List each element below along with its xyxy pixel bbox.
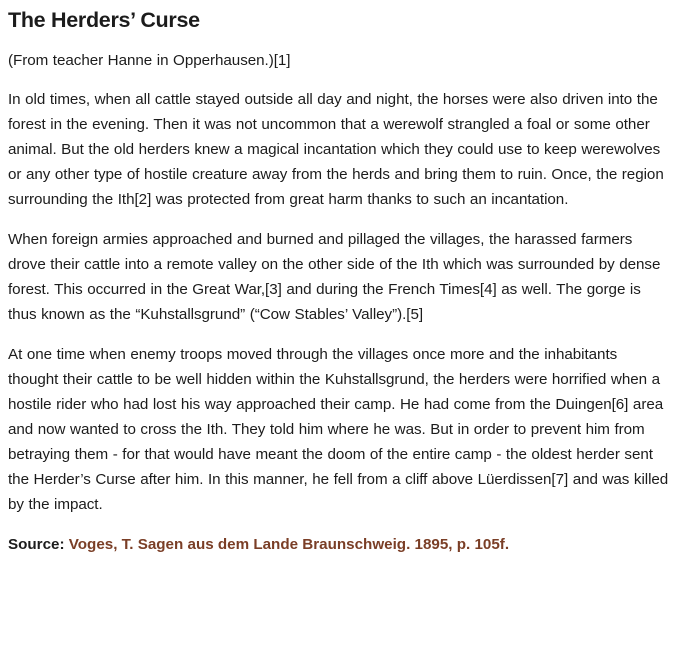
- paragraph-1: In old times, when all cattle stayed outside all day and night, the horses were also driven into the forest in the evening. Then it was not uncommon that a werewolf strangled a foal or some other animal. But the old herders knew a magical incantation which they could use to keep werewolves or any other type of hostile creature away from the herds and bring them to ruin. Once, the region surrounding the Ith[2] was protected from great harm thanks to such an incantation.: [8, 91, 664, 208]
- source-note: (From teacher Hanne in Opperhausen.)[1]: [8, 52, 291, 69]
- source-citation-link[interactable]: Voges, T. Sagen aus dem Lande Braunschweig. 1895, p. 105f.: [68, 536, 510, 553]
- source-line: [8, 532, 670, 557]
- page-title: The Herders’ Curse: [8, 8, 200, 32]
- paragraph-2: When foreign armies approached and burned and pillaged the villages, the harassed farmers drove their cattle into a remote valley on the other side of the Ith which was surrounded by dense forest. This occurred in the Great War,[3] and during the French Times[4] as well. The gorge is thus known as the “Kuhstallsgrund” (“Cow Stables’ Valley”).[5]: [8, 231, 661, 323]
- source-label: Source:: [8, 536, 65, 553]
- paragraph-3: At one time when enemy troops moved through the villages once more and the inhabitants thought their cattle to be well hidden within the Kuhstallsgrund, the herders were horrified when a hostile rider who had lost his way approached their camp. He had come from the Duingen[6] area and now wanted to cross the Ith. They told him where he was. But in order to prevent him from betraying them - for that would have meant the doom of the entire camp - the oldest herder sent the Herder’s Curse after him. In this manner, he fell from a cliff above Lüerdissen[7] and was killed by the impact.: [8, 346, 669, 513]
